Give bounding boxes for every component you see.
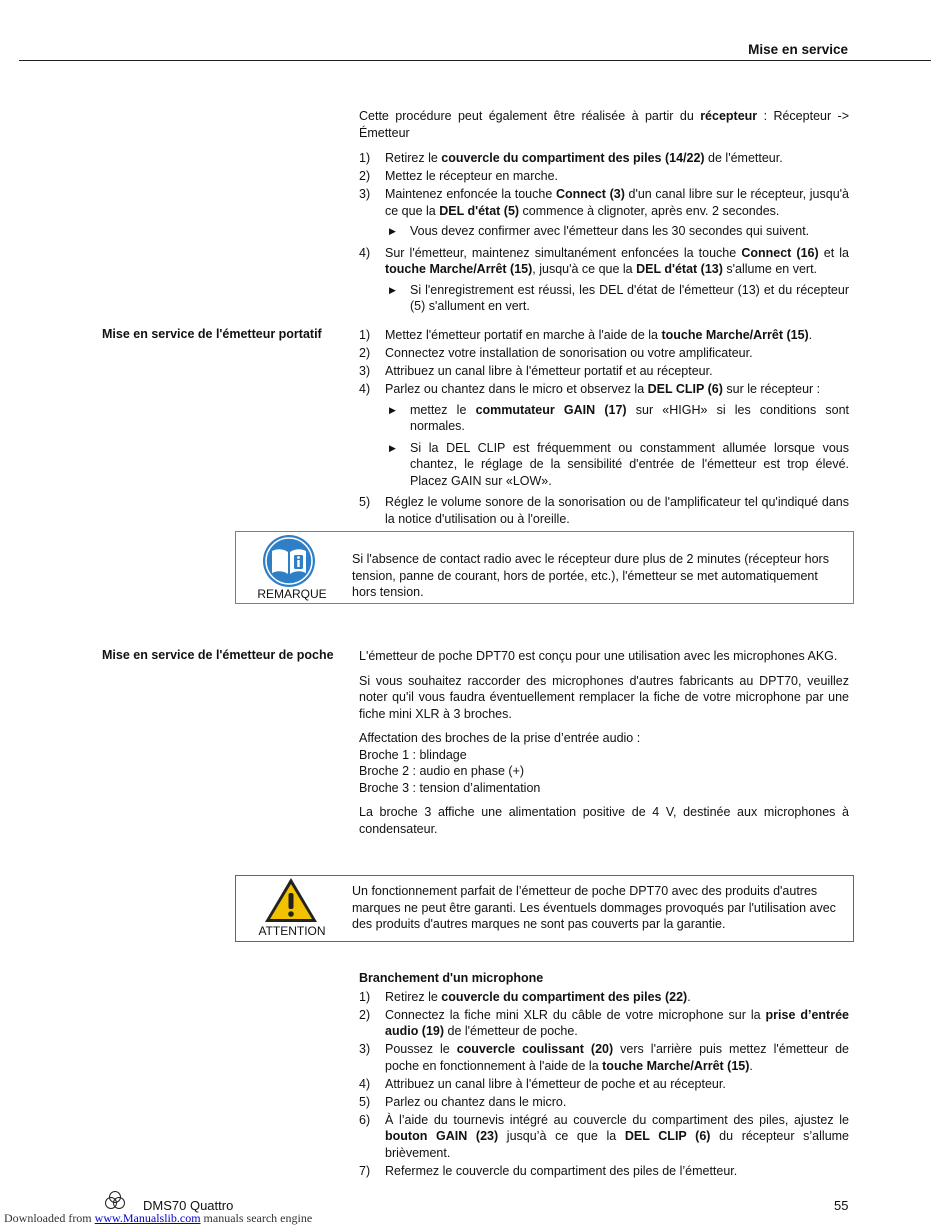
list-item: 4) Sur l'émetteur, maintenez simultanément enfoncées la touche Connect (16) et la touche Marche/Arrêt (15), jusqu'à ce que la DEL d'état (13) s'allume en vert. bbox=[359, 245, 849, 276]
bullet-item: ▶ Si la DEL CLIP est fréquemment ou constamment allumée lorsque vous chantez, le réglage de la sensibilité d'entrée de l'émetteur est trop élevé. Placez GAIN sur «LOW». bbox=[389, 440, 849, 488]
list-item: 2) Connectez votre installation de sonorisation ou votre amplificateur. bbox=[359, 346, 753, 360]
section-mic-connection bbox=[359, 970, 849, 1181]
section-pairing bbox=[359, 108, 849, 320]
section-heading-bodypack: Mise en service de l'émetteur de poche bbox=[102, 648, 334, 662]
mic-connection-heading: Branchement d'un microphone bbox=[359, 971, 544, 985]
list-item: 2) Mettez le récepteur en marche. bbox=[359, 169, 558, 183]
pairing-steps bbox=[359, 150, 849, 219]
pin-assignment: Affectation des broches de la prise d’entrée audio : Broche 1 : blindage Broche 2 : audio en phase (+) Broche 3 : tension d’alimentation bbox=[359, 731, 641, 795]
header-rule bbox=[19, 60, 931, 61]
note-text: Si l'absence de contact radio avec le récepteur dure plus de 2 minutes (récepteur hors tension, panne de courant, hors de portée, etc.), l'émetteur se met automatiquement hors tension. bbox=[352, 552, 829, 599]
footer-product-name: DMS70 Quattro bbox=[143, 1198, 234, 1213]
manual-info-icon bbox=[262, 534, 316, 588]
list-item: 3) Attribuez un canal libre à l'émetteur portatif et au récepteur. bbox=[359, 364, 713, 378]
bullet-item: ▶ Si l'enregistrement est réussi, les DEL d'état de l'émetteur (13) et du récepteur (5) s'allument en vert. bbox=[389, 282, 849, 313]
manualslib-link[interactable]: www.Manualslib.com bbox=[94, 1211, 201, 1225]
warning-triangle-icon bbox=[263, 876, 319, 924]
warning-label: ATTENTION bbox=[258, 924, 326, 938]
list-item: 4) Attribuez un canal libre à l'émetteur de poche et au récepteur. bbox=[359, 1076, 726, 1091]
list-item: 7) Refermez le couvercle du compartiment des piles de l’émetteur. bbox=[359, 1163, 738, 1178]
page-header-title: Mise en service bbox=[748, 42, 848, 57]
bullet-item: ▶ mettez le commutateur GAIN (17) sur «HIGH» si les conditions sont normales. bbox=[389, 402, 850, 433]
section-handheld bbox=[359, 327, 849, 529]
section-bodypack bbox=[359, 648, 849, 845]
note-label: REMARQUE bbox=[257, 587, 327, 601]
download-credit: Downloaded from www.Manualslib.com manuals search engine bbox=[4, 1211, 313, 1225]
bullet-item: ▶ Vous devez confirmer avec l'émetteur dans les 30 secondes qui suivent. bbox=[389, 224, 810, 238]
list-item: 5) Réglez le volume sonore de la sonorisation ou de l'amplificateur tel qu'indiqué dans la notice d'utilisation ou à l'oreille. bbox=[359, 495, 849, 526]
list-item: 1) Retirez le couvercle du compartiment des piles (22). bbox=[359, 989, 691, 1004]
page-number: 55 bbox=[834, 1198, 849, 1213]
mic-steps bbox=[359, 989, 849, 1180]
list-item: 5) Parlez ou chantez dans le micro. bbox=[359, 1094, 567, 1109]
handheld-steps-cont bbox=[359, 494, 849, 527]
triangle-bullet-icon: ▶ bbox=[389, 226, 396, 236]
pairing-intro: Cette procédure peut également être réalisée à partir du récepteur : Récepteur -> Émetteur bbox=[359, 109, 849, 140]
paragraph: Si vous souhaitez raccorder des microphones d'autres fabricants au DPT70, veuillez noter qu'il vous faudra éventuellement remplacer la fiche de votre microphone par une fiche mini XLR à 3 broches. bbox=[359, 673, 849, 721]
paragraph: L'émetteur de poche DPT70 est conçu pour une utilisation avec les microphones AKG. bbox=[359, 649, 838, 663]
warning-text: Un fonctionnement parfait de l’émetteur de poche DPT70 avec des produits d'autres marques ne peut être garanti. Les éventuels dommages provoqués par l'utilisation avec des produits d'autres marques ne sont pas couverts par la garantie. bbox=[352, 884, 836, 931]
triangle-bullet-icon: ▶ bbox=[389, 284, 396, 295]
handheld-steps bbox=[359, 327, 849, 398]
pairing-steps-cont bbox=[359, 245, 849, 278]
warning-box bbox=[235, 875, 854, 942]
list-item: 2) Connectez la fiche mini XLR du câble de votre microphone sur la prise d’entrée audio (19) de l'émetteur de poche. bbox=[359, 1007, 849, 1038]
triangle-bullet-icon: ▶ bbox=[389, 404, 396, 415]
list-item: 4) Parlez ou chantez dans le micro et observez la DEL CLIP (6) sur le récepteur : bbox=[359, 382, 821, 396]
list-item: 3) Poussez le couvercle coulissant (20) vers l'arrière puis mettez l'émetteur de poche en fonctionnement à l'aide de la touche Marche/Arrêt (15). bbox=[359, 1042, 849, 1073]
list-item: 6) À l’aide du tournevis intégré au couvercle du compartiment des piles, ajustez le bouton GAIN (23) jusqu’à ce que la DEL CLIP (6) du récepteur s’allume brièvement. bbox=[359, 1112, 850, 1160]
list-item: 3) Maintenez enfoncée la touche Connect (3) d'un canal libre sur le récepteur, jusqu'à ce que la DEL d'état (5) commence à clignoter, après env. 2 secondes. bbox=[359, 187, 849, 218]
list-item: 1) Retirez le couvercle du compartiment des piles (14/22) de l'émetteur. bbox=[359, 151, 783, 165]
akg-logo-icon bbox=[104, 1190, 126, 1210]
note-box bbox=[235, 531, 854, 604]
paragraph: La broche 3 affiche une alimentation positive de 4 V, destinée aux microphones à condensateur. bbox=[359, 805, 849, 836]
list-item: 1) Mettez l'émetteur portatif en marche à l'aide de la touche Marche/Arrêt (15). bbox=[359, 328, 813, 342]
triangle-bullet-icon: ▶ bbox=[389, 442, 396, 453]
section-heading-handheld: Mise en service de l'émetteur portatif bbox=[102, 327, 322, 341]
